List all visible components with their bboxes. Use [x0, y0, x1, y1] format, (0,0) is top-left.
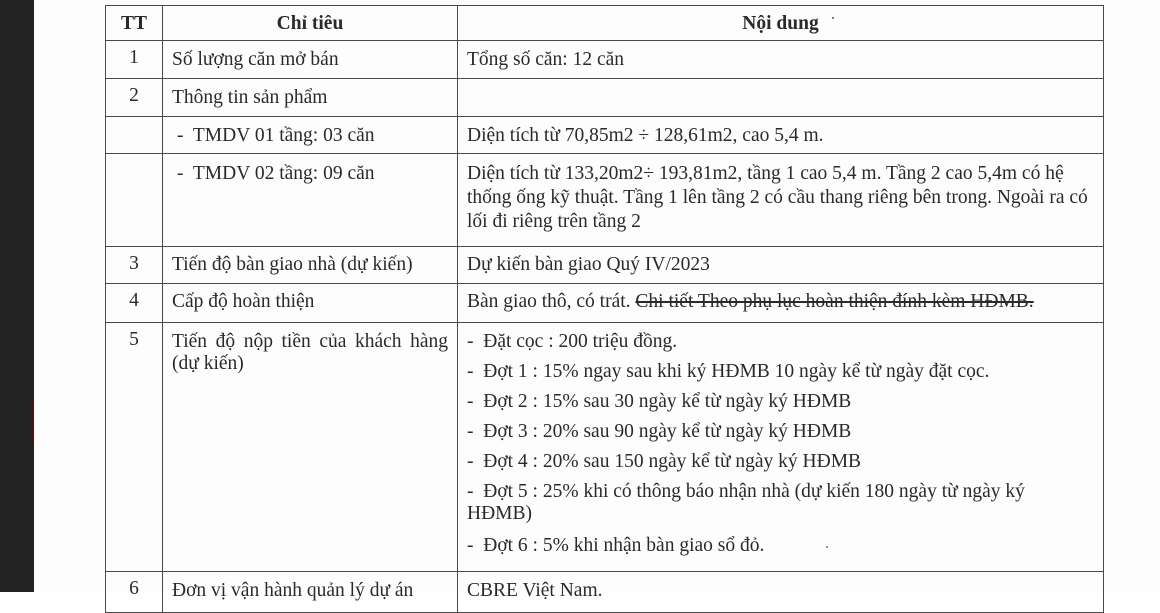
payment-item: - Đợt 6 : 5% khi nhận bàn giao sổ đỏ. [467, 535, 765, 556]
row-content: Diện tích từ 133,20m2÷ 193,81m2, tầng 1 cao 5,4 m. Tầng 2 cao 5,4m có hệ thống ống kỹ thuật. Tầng 1 lên tầng 2 có cầu thang riêng bên trong. Ngoài ra có lối đi riêng trên tầng 2 [458, 154, 1104, 247]
table-row [106, 154, 1104, 247]
header-noi-dung: Nội dung [458, 6, 1104, 41]
row-number [106, 117, 163, 154]
payment-item: - Đợt 5 : 25% khi có thông báo nhận nhà (dự kiến 180 ngày từ ngày ký HĐMB) [467, 481, 1030, 524]
payment-list [467, 331, 1094, 557]
payment-item: - Đợt 4 : 20% sau 150 ngày kể từ ngày ký HĐMB [467, 451, 862, 472]
row-number: 1 [106, 41, 163, 79]
row-criteria: Tiến độ nộp tiền của khách hàng (dự kiến) [163, 323, 458, 572]
row-content [458, 79, 1104, 117]
row-number: 6 [106, 572, 163, 613]
table-row [106, 247, 1104, 284]
table-row [106, 284, 1104, 323]
table-row [106, 41, 1104, 79]
scan-speck [832, 17, 834, 19]
row-number: 2 [106, 79, 163, 117]
table-row [106, 79, 1104, 117]
row-number [106, 154, 163, 247]
row-criteria: - TMDV 01 tầng: 03 căn [163, 117, 458, 154]
row-criteria: - TMDV 02 tầng: 09 căn [163, 154, 458, 247]
row-content: CBRE Việt Nam. [458, 572, 1104, 613]
row-criteria: Thông tin sản phẩm [163, 79, 458, 117]
row-content: Diện tích từ 70,85m2 ÷ 128,61m2, cao 5,4 m. [458, 117, 1104, 154]
row-criteria: Tiến độ bàn giao nhà (dự kiến) [163, 247, 458, 284]
row-content: Dự kiến bàn giao Quý IV/2023 [458, 247, 1104, 284]
row-criteria: Cấp độ hoàn thiện [163, 284, 458, 323]
table-row [106, 572, 1104, 613]
header-tt: TT [106, 6, 163, 41]
table-row [106, 323, 1104, 572]
payment-item: - Đợt 3 : 20% sau 90 ngày kể từ ngày ký HĐMB [467, 421, 852, 442]
row-number: 3 [106, 247, 163, 284]
row-content: Tổng số căn: 12 căn [458, 41, 1104, 79]
row-criteria: Đơn vị vận hành quản lý dự án [163, 572, 458, 613]
row-content [458, 323, 1104, 572]
table-row [106, 117, 1104, 154]
row-number: 4 [106, 284, 163, 323]
sales-info-table [105, 5, 1104, 613]
header-chi-tieu: Chỉ tiêu [163, 6, 458, 41]
payment-schedule [458, 323, 1103, 571]
dark-background-strip [0, 0, 34, 592]
payment-item: - Đợt 1 : 15% ngay sau khi ký HĐMB 10 ngày kể từ ngày đặt cọc. [467, 361, 990, 382]
row-content [458, 284, 1104, 323]
payment-item: - Đặt cọc : 200 triệu đồng. [467, 331, 678, 352]
finish-level-main: Bàn giao thô, có trát. [467, 291, 636, 312]
payment-item: - Đợt 2 : 15% sau 30 ngày kể từ ngày ký HĐMB [467, 391, 852, 412]
row-criteria: Số lượng căn mở bán [163, 41, 458, 79]
scan-speck [826, 546, 828, 548]
finish-level-struck-text: Chi tiết Theo phụ lục hoàn thiện đính kèm HĐMB. [635, 291, 1034, 312]
finish-level-text [458, 284, 1103, 319]
row-number: 5 [106, 323, 163, 572]
table-header-row [106, 6, 1104, 41]
